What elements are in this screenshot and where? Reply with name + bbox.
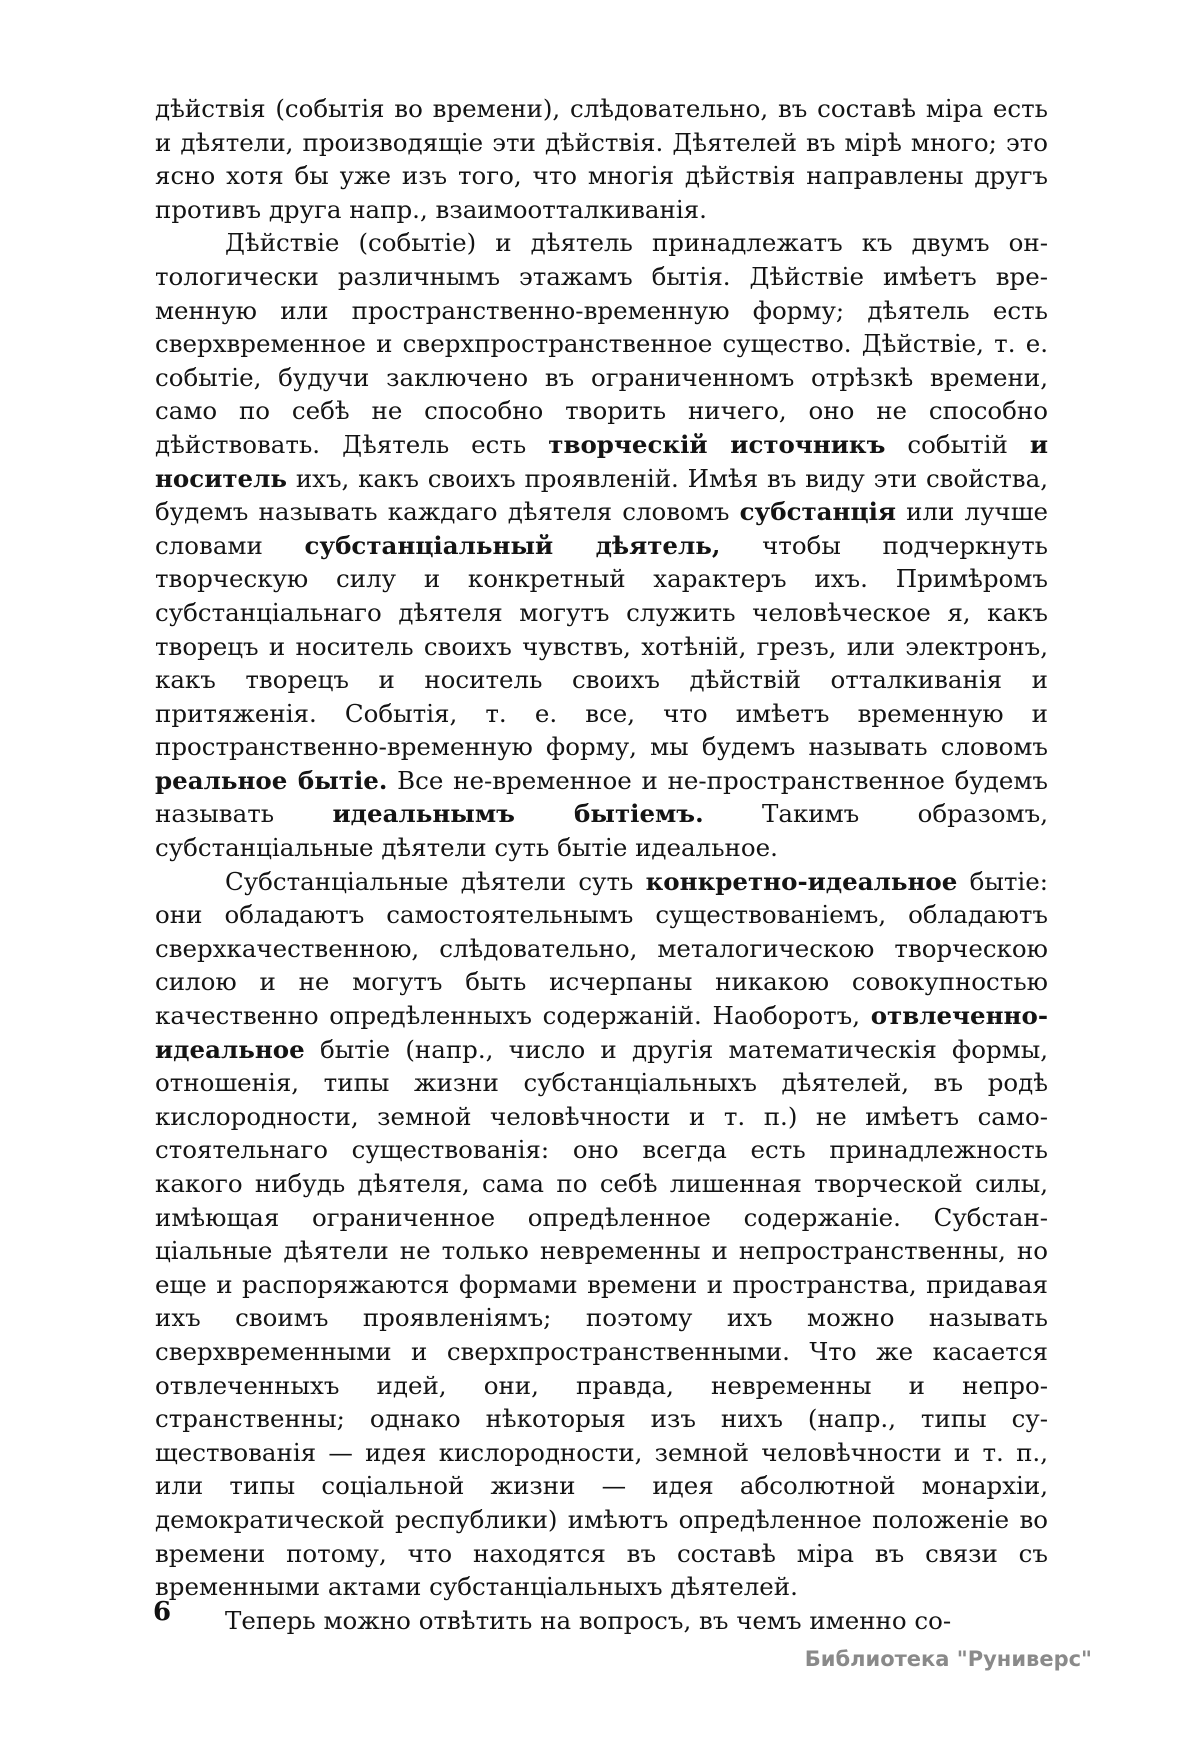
text-run: бытіе: они обладаютъ самостоятельнымъ существованіемъ, обладаютъ сверхкачественною, слѣдовательно, металогическою творческою силою и не могутъ быть исчерпаны никакою совокупностью качественно опредѣленныхъ содержаній. Наоборотъ, (155, 866, 1048, 1031)
bold-term: идеальнымъ бытіемъ. (332, 799, 704, 829)
library-watermark: Библиотека "Руниверс" (804, 1647, 1092, 1671)
text-run: дѣйствія (событія во времени), слѣдовательно, въ составѣ міра есть и дѣятели, производящіе эти дѣйствія. Дѣятелей въ мірѣ много; это ясно хотя бы уже изъ того, что многія дѣйствія направлены другъ противъ друга напр., взаимоотталкиванія. (155, 94, 1048, 224)
text-run: Такимъ образомъ, субстанціальные дѣятели суть бытіе идеальное. (155, 799, 1048, 863)
text-run: чтобы подчеркнуть творческую силу и конкретный характеръ ихъ. Примѣромъ субстанціальнаго дѣятеля могутъ служить человѣческое я, какъ творецъ и носитель своихъ чувствъ, хотѣній, грезъ, или электронъ, какъ творецъ и носитель своихъ дѣйствій отталкиванія и притяженія. Событія, т. е. все, что имѣетъ временную и пространственно-временную форму, мы будемъ называть словомъ (155, 530, 1048, 762)
bold-term: отвлеченно-идеальное (155, 1001, 1048, 1064)
page-text-body (155, 92, 1048, 1637)
text-run: или лучше словами (155, 497, 1048, 560)
paragraph-2 (155, 226, 1048, 864)
bold-term: конкретно-идеальное (645, 866, 958, 896)
paragraph-4 (155, 1604, 1048, 1638)
text-run: Все не-временное и не-пространственное будемъ называть (155, 765, 1048, 829)
bold-term: субстанція (739, 497, 896, 527)
text-run: Субстанціальные дѣятели суть (225, 866, 646, 896)
paragraph-3 (155, 865, 1048, 1604)
page-number: 6 (153, 1597, 172, 1627)
text-run: событій (885, 429, 1030, 459)
text-run: бытіе (напр., число и другія математическія формы, отношенія, типы жизни субстанціальныхъ дѣятелей, въ родѣ кислородности, земной человѣчности и т. п.) не имѣетъ самостоятельнаго существованія: оно всегда есть принадлежность какого нибудь дѣятеля, сама по себѣ лишенная творческой силы, имѣющая ограниченное опредѣленное содержаніе. Субстанціальные дѣятели не только невременны и непространственны, но еще и распоряжаются формами времени и пространства, придавая ихъ своимъ проявленіямъ; поэтому ихъ можно называть сверхвременными и сверхпространственными. Что же касается отвлеченныхъ идей, они, правда, невременны и непространственны; однако нѣкоторыя изъ нихъ (напр., типы существованія — идея кислородности, земной человѣчности и т. п., или типы соціальной жизни — идея абсолютной монархіи, демократической республики) имѣютъ опредѣленное положеніе во времени потому, что находятся въ составѣ міра въ связи съ временными актами субстанціальныхъ дѣятелей. (155, 1034, 1048, 1602)
bold-term: и носитель (155, 429, 1049, 493)
paragraph-1 (155, 92, 1048, 226)
text-run: Дѣйствіе (событіе) и дѣятель принадлежатъ къ двумъ онтологически различнымъ этажамъ бытія. Дѣйствіе имѣетъ временную или пространственно-временную форму; дѣятель есть сверхвременное и сверхпространственное существо. Дѣйствіе, т. е. событіе, будучи заключено въ ограниченномъ отрѣзкѣ времени, само по себѣ не способно творить ничего, оно не способно дѣйствовать. Дѣятель есть (155, 228, 1048, 459)
bold-term: творческій источникъ (548, 429, 886, 459)
bold-term: субстанціальный дѣятель, (304, 530, 721, 560)
text-run: Теперь можно отвѣтить на вопросъ, въ чемъ именно со- (225, 1605, 952, 1635)
bold-term: реальное бытіе. (155, 765, 388, 795)
text-run: ихъ, какъ своихъ проявленій. Имѣя въ виду эти свойства, будемъ называть каждаго дѣятеля словомъ (155, 463, 1048, 527)
